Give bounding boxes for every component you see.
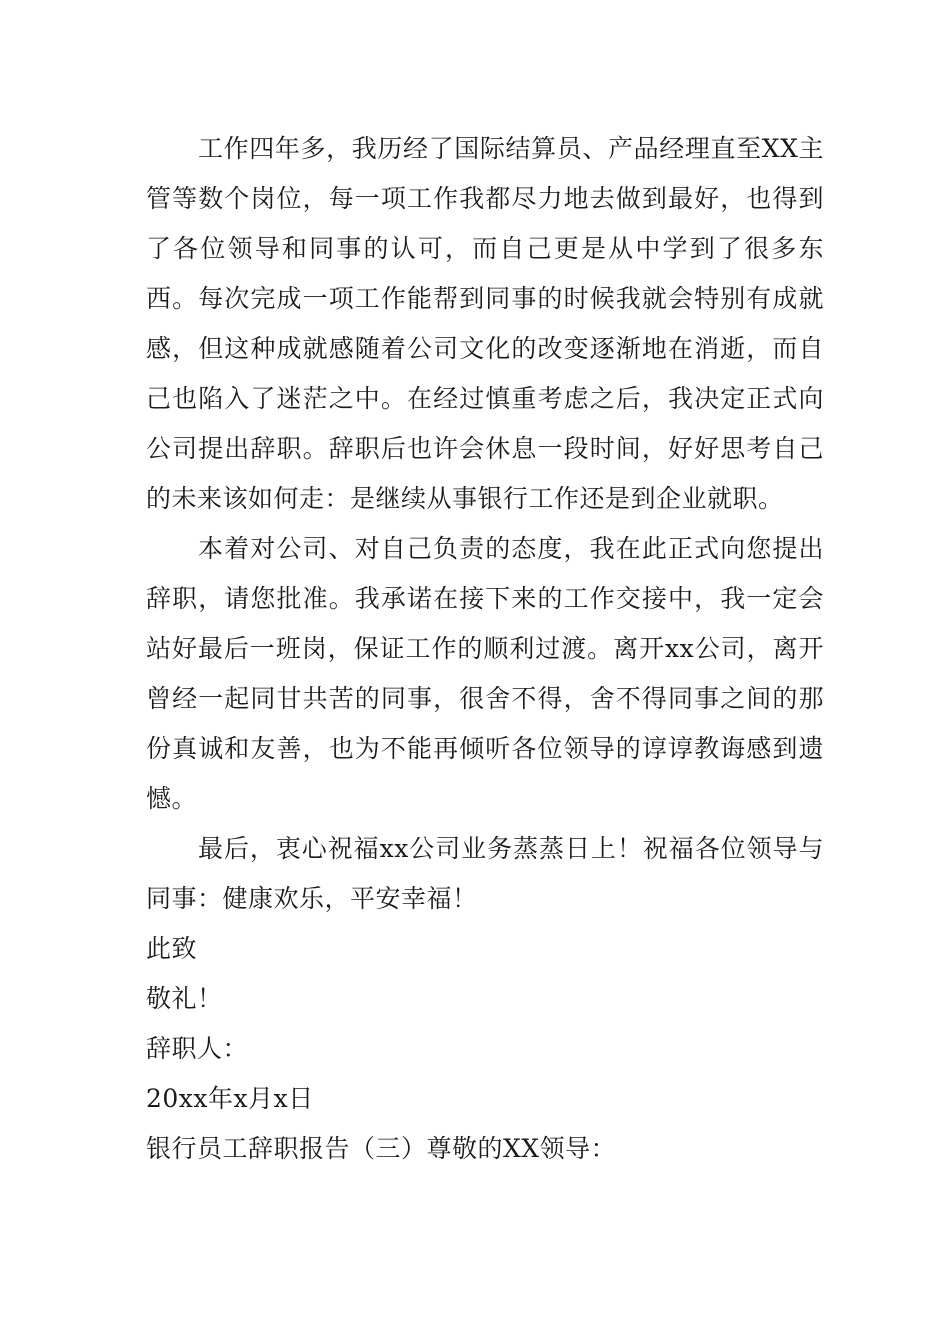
next-section-title: 银行员工辞职报告（三）尊敬的XX领导： — [146, 1134, 617, 1163]
salute-text: 敬礼！ — [146, 984, 223, 1013]
paragraph-resignation-request: 本着对公司、对自己负责的态度，我在此正式向您提出辞职，请您批准。我承诺在接下来的工作交接中，我一定会站好最后一班岗，保证工作的顺利过渡。离开xx公司，离开曾经一起同甘共苦的同事，很舍不得，舍不得同事之间的那份真诚和友善，也为不能再倾听各位领导的谆谆教诲感到遗憾。 — [146, 534, 824, 813]
document-body — [146, 124, 824, 1174]
signature-label: 辞职人： — [146, 1034, 249, 1063]
paragraph-work-history: 工作四年多，我历经了国际结算员、产品经理直至XX主管等数个岗位，每一项工作我都尽力地去做到最好，也得到了各位领导和同事的认可，而自己更是从中学到了很多东西。每次完成一项工作能帮到同事的时候我就会特别有成就感，但这种成就感随着公司文化的改变逐渐地在消逝，而自己也陷入了迷茫之中。在经过慎重考虑之后，我决定正式向公司提出辞职。辞职后也许会休息一段时间，好好思考自己的未来该如何走：是继续从事银行工作还是到企业就职。 — [146, 134, 824, 513]
paragraph-blessing: 最后，衷心祝福xx公司业务蒸蒸日上！祝福各位领导与同事：健康欢乐，平安幸福！ — [146, 834, 824, 913]
date-text: 20xx年x月x日 — [146, 1084, 314, 1113]
closing-text: 此致 — [146, 934, 198, 963]
